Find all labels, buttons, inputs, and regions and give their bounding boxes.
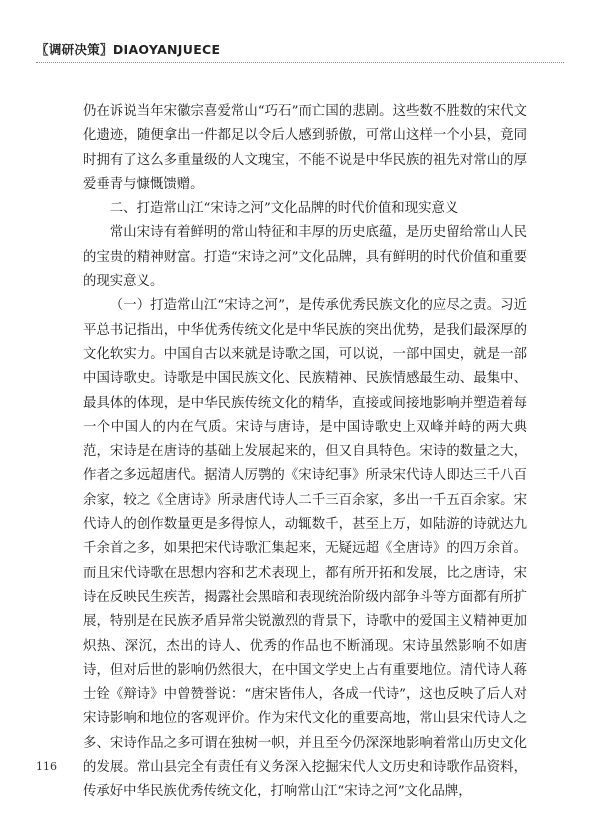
header-latin-title: DIAOYANJUECE (112, 42, 221, 57)
header-divider (36, 62, 564, 63)
header-bracket-close: 〗 (100, 42, 113, 57)
header-bracket-open: 〖 (36, 42, 49, 57)
section-heading: 二、打造常山江“宋诗之河”文化品牌的时代价值和现实意义 (109, 201, 459, 217)
paragraph-continuation: 仍在诉说当年宋徽宗喜爱常山“巧石”而亡国的悲剧。这些数不胜数的宋代文化遗迹，随便拿出一件都足以令后人感到骄傲，可常山这样一个小县，竟同时拥有了这么多重量级的人文瑰宝，不能不说是中华民族的祖先对常山的厚爱垂青与慷慨馈赠。 (83, 104, 527, 192)
running-header (36, 40, 220, 58)
paragraph-intro: 常山宋诗有着鲜明的常山特征和丰厚的历史底蕴，是历史留给常山人民的宝贵的精神财富。打造“宋诗之河”文化品牌，具有鲜明的时代价值和重要的现实意义。 (83, 225, 527, 290)
article-body (83, 100, 527, 805)
page-number: 116 (36, 760, 57, 773)
paragraph-point-one: （一）打造常山江“宋诗之河”，是传承优秀民族文化的应尽之责。习近平总书记指出，中华优秀传统文化是中华民族的突出优势，是我们最深厚的文化软实力。中国自古以来就是诗歌之国，可以说，一部中国史，就是一部中国诗歌史。诗歌是中国民族文化、民族精神、民族情感最生动、最集中、最具体的体现，是中华民族传统文化的精华，直接或间接地影响并塑造着每一个中国人的内在气质。宋诗与唐诗，是中国诗歌史上双峰并峙的两大典范，宋诗是在唐诗的基础上发展起来的，但又自具特色。宋诗的数量之大，作者之多远超唐代。据清人厉鹗的《宋诗纪事》所录宋代诗人即达三千八百余家，较之《全唐诗》所录唐代诗人二千三百余家，多出一千五百余家。宋代诗人的创作数量更是多得惊人，动辄数千，甚至上万，如陆游的诗就达九千余首之多，如果把宋代诗歌汇集起来，无疑远超《全唐诗》的四万余首。而且宋代诗歌在思想内容和艺术表现上，都有所开拓和发展，比之唐诗，宋诗在反映民生疾苦，揭露社会黑暗和表现统治阶级内部争斗等方面都有所扩展，特别是在民族矛盾异常尖锐激烈的背景下，诗歌中的爱国主义精神更加炽热、深沉，杰出的诗人、优秀的作品也不断涌现。宋诗虽然影响不如唐诗，但对后世的影响仍然很大，在中国文学史上占有重要地位。清代诗人蒋士铨《辩诗》中曾赞誉说：“唐宋皆伟人，各成一代诗”，这也反映了后人对宋诗影响和地位的客观评价。作为宋代文化的重要高地，常山县宋代诗人之多、宋诗作品之多可谓在独树一帜，并且至今仍深深地影响着常山历史文化的发展。常山县完全有责任有义务深入挖掘宋代人文历史和诗歌作品资料，传承好中华民族优秀传统文化，打响常山江“宋诗之河”文化品牌， (83, 298, 527, 800)
header-section-title: 调研决策 (48, 42, 101, 57)
